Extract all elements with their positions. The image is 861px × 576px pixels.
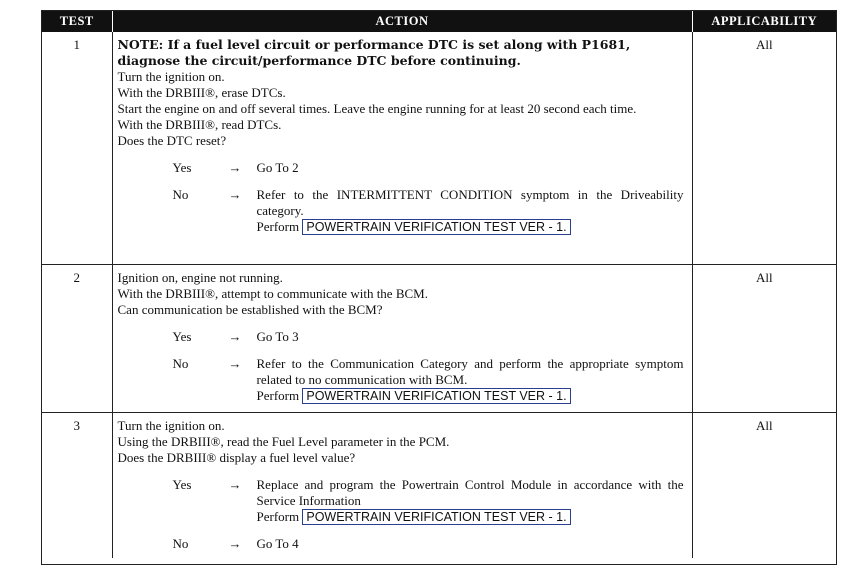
answer-no (118, 536, 684, 552)
applicability-value: All (755, 37, 773, 52)
test-number: 2 (73, 269, 80, 285)
action-cell (112, 412, 692, 558)
diagnostic-test-table (42, 11, 836, 558)
action-line: With the DRBIII®, attempt to communicate with the BCM. (117, 285, 428, 301)
action-line: With the DRBIII®, read DTCs. (117, 117, 282, 132)
answer-no (118, 356, 684, 404)
answer-yes (118, 160, 684, 176)
answer-label: No (172, 535, 189, 551)
answer-text: Refer to the INTERMITTENT CONDITION symptom in the Driveability category. (256, 187, 684, 218)
answer-text: Go To 3 (256, 328, 299, 344)
verification-test-link[interactable]: POWERTRAIN VERIFICATION TEST VER - 1. (302, 388, 570, 404)
table-row (42, 412, 836, 558)
test-number: 3 (73, 417, 80, 433)
answer-label: No (172, 187, 189, 202)
action-line: With the DRBIII®, erase DTCs. (117, 85, 286, 100)
action-line: Start the engine on and off several times. Leave the engine running for at least 20 second each time. (117, 101, 637, 116)
arrow-right-icon: → (228, 535, 242, 551)
arrow-right-icon: → (228, 476, 242, 492)
arrow-right-icon: → (228, 328, 242, 344)
answer-text: Refer to the Communication Category and perform the appropriate symptom related to no communication with BCM. (256, 355, 684, 387)
applicability-value: All (755, 269, 773, 285)
answer-label: Yes (172, 328, 192, 344)
answer-label: No (172, 355, 189, 371)
answer-yes (118, 329, 684, 345)
verification-test-link[interactable]: POWERTRAIN VERIFICATION TEST VER - 1. (302, 219, 570, 235)
action-cell (112, 32, 692, 264)
answer-text: Go To 4 (256, 535, 299, 551)
action-line: Turn the ignition on. (117, 69, 225, 84)
action-line: Does the DRBIII® display a fuel level value? (117, 449, 356, 465)
answer-yes (118, 477, 684, 525)
table-header-row (42, 11, 836, 32)
applicability-value: All (755, 417, 773, 433)
perform-prefix: Perform (256, 387, 300, 403)
test-number: 1 (73, 37, 80, 52)
verification-test-link[interactable]: POWERTRAIN VERIFICATION TEST VER - 1. (302, 509, 570, 525)
action-line: Ignition on, engine not running. (117, 269, 283, 285)
answer-label: Yes (172, 160, 192, 175)
arrow-right-icon: → (228, 160, 242, 175)
perform-prefix: Perform (256, 508, 300, 524)
header-test: TEST (42, 11, 112, 32)
perform-prefix: Perform (256, 219, 300, 234)
action-line: Does the DTC reset? (117, 133, 227, 148)
action-line: Turn the ignition on. (117, 417, 225, 433)
table-row (42, 264, 836, 412)
arrow-right-icon: → (228, 355, 242, 371)
action-line: Can communication be established with the BCM? (117, 301, 383, 317)
header-action: ACTION (112, 11, 692, 32)
table-row (42, 32, 836, 264)
header-applicability: APPLICABILITY (692, 11, 836, 32)
action-line: Using the DRBIII®, read the Fuel Level parameter in the PCM. (117, 433, 450, 449)
action-cell (112, 264, 692, 412)
answer-label: Yes (172, 476, 192, 492)
answer-text: Go To 2 (256, 160, 299, 175)
answer-text: Replace and program the Powertrain Control Module in accordance with the Service Information (256, 476, 684, 508)
answer-no (118, 187, 684, 235)
note-text: NOTE: If a fuel level circuit or performance DTC is set along with P1681, diagnose the circuit/performance DTC before continuing. (117, 37, 631, 68)
diagnostic-table-sheet (41, 10, 837, 565)
arrow-right-icon: → (228, 187, 242, 202)
